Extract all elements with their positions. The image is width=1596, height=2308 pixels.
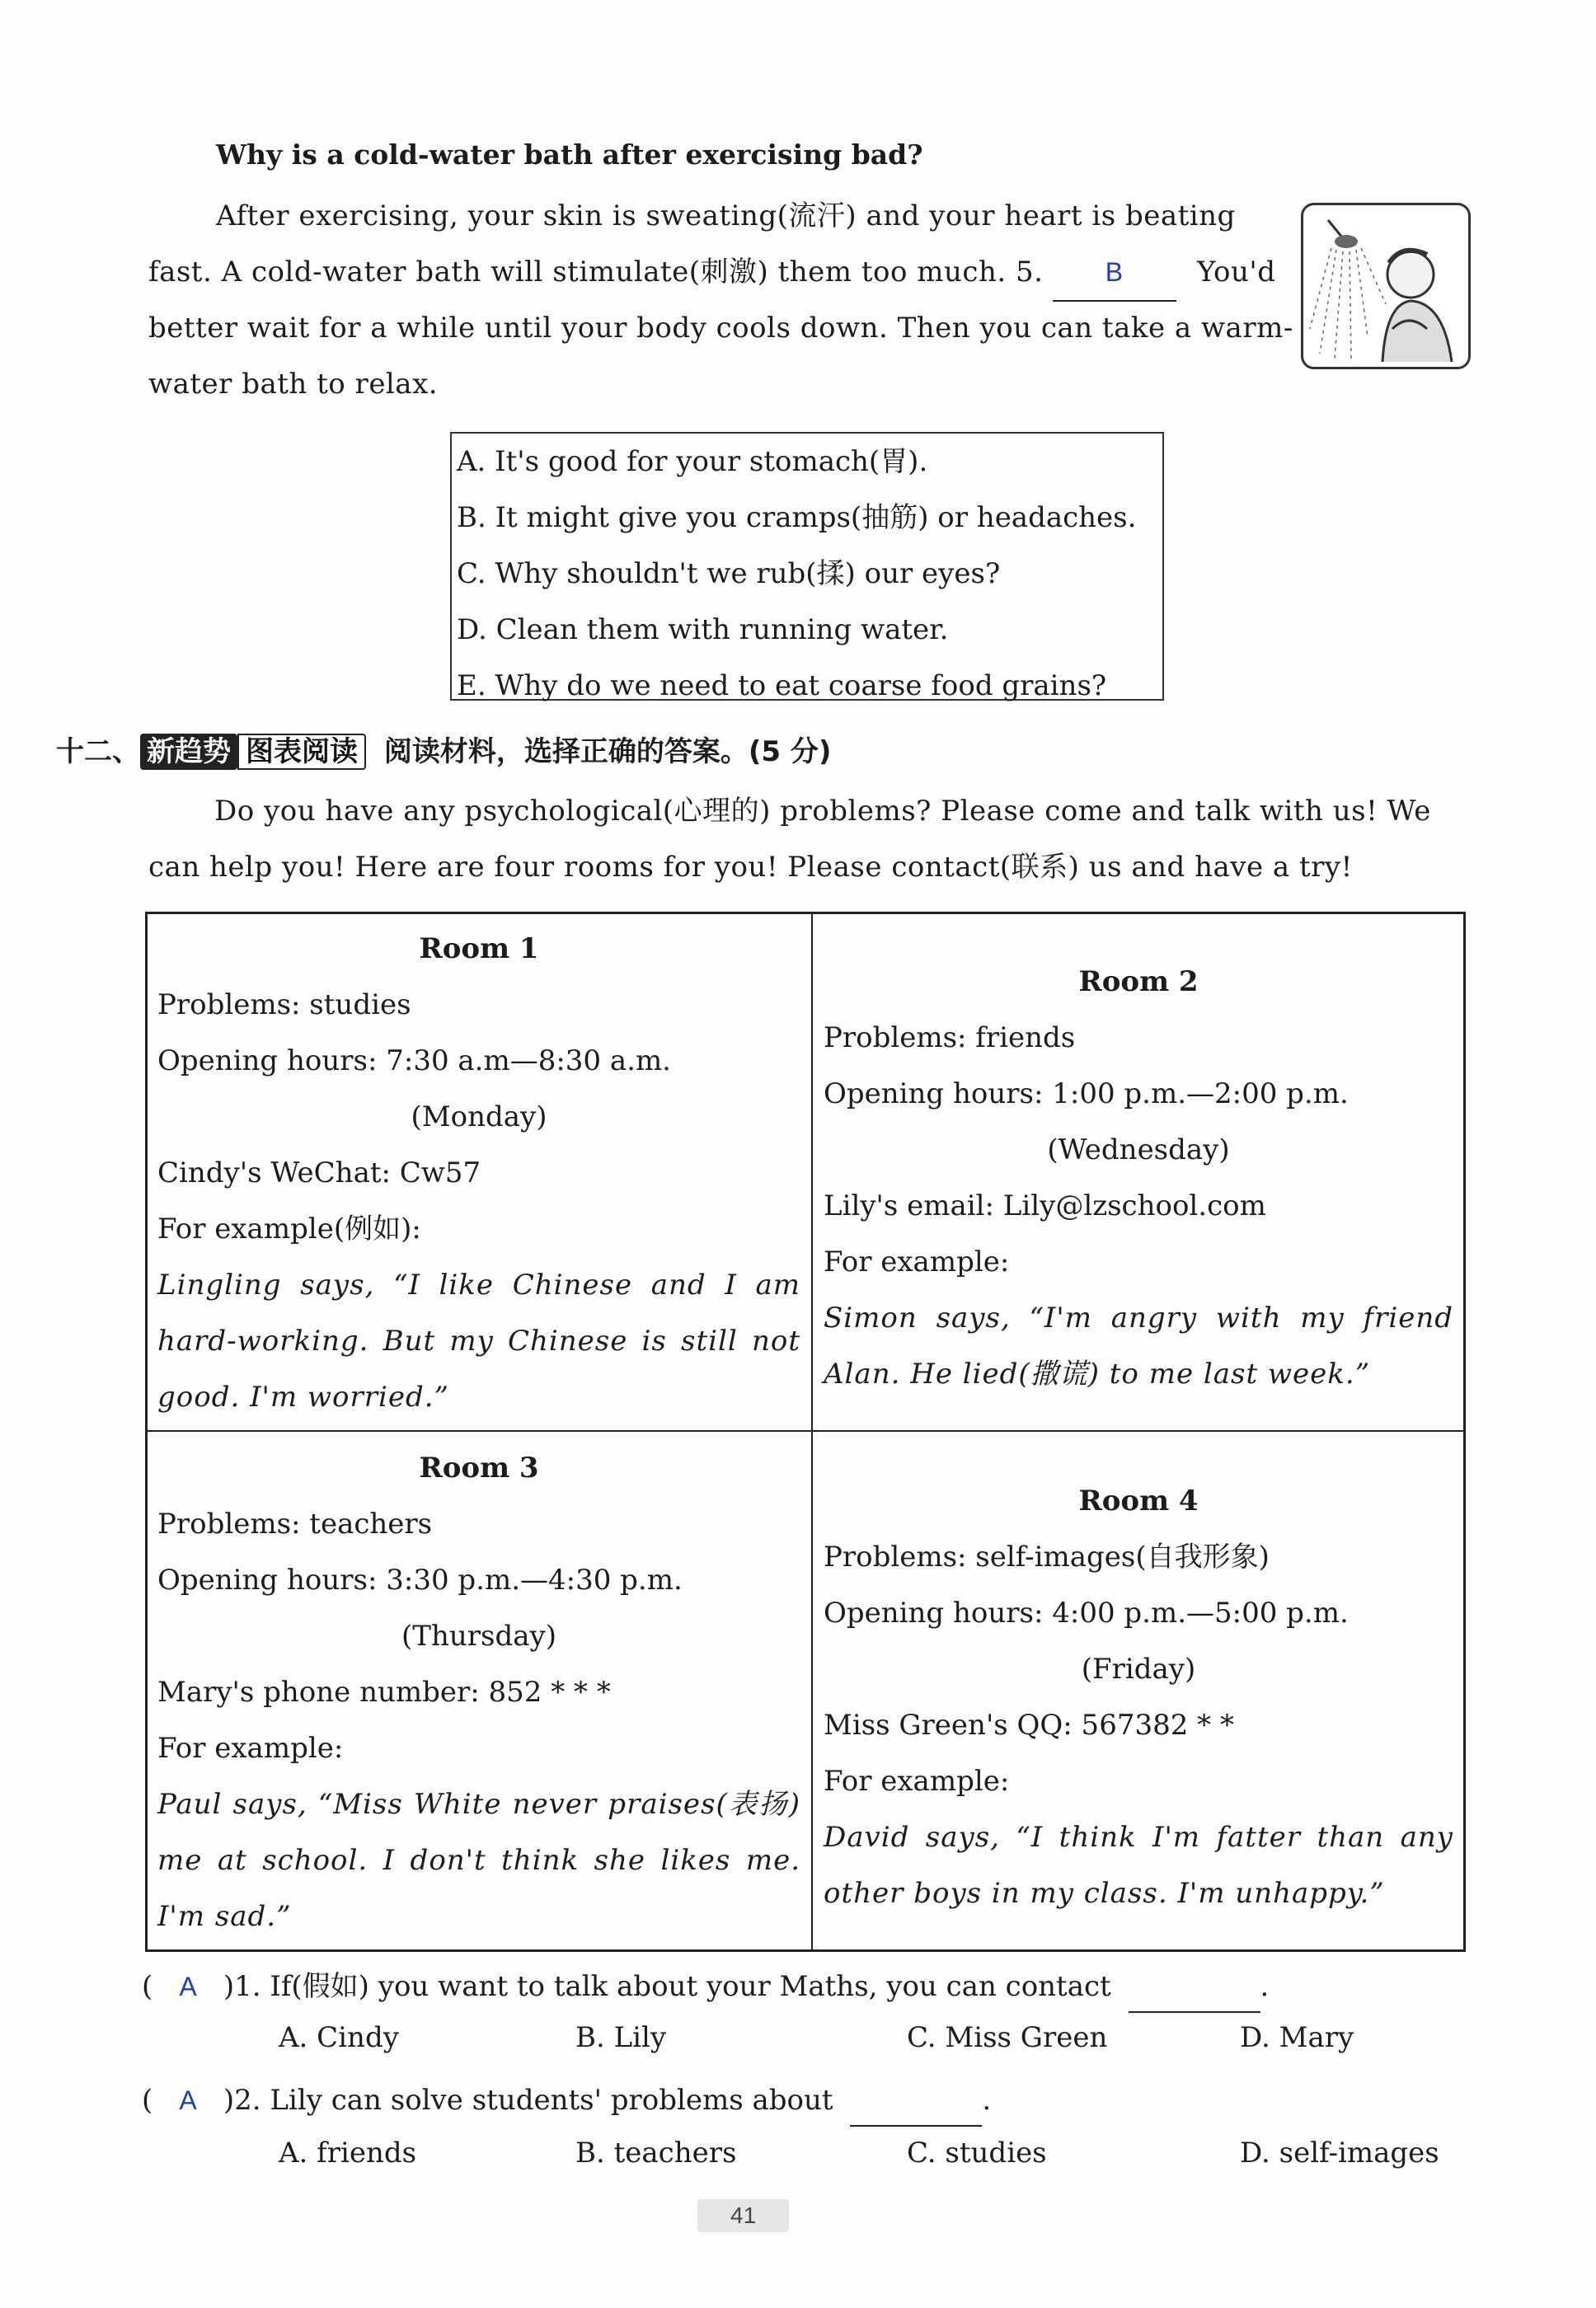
column-divider xyxy=(811,914,813,1949)
room-day: (Monday) xyxy=(411,1100,547,1133)
option-C: C. Why shouldn't we rub(揉) our eyes? xyxy=(457,557,1001,590)
question-1-answer[interactable]: A xyxy=(179,1972,197,2001)
q2-option-c[interactable]: C. studies xyxy=(907,2137,1047,2170)
room-example-label: For example: xyxy=(824,1245,1010,1278)
passage-heading: Why is a cold-water bath after exercising bad? xyxy=(216,138,923,171)
room-day: (Friday) xyxy=(1081,1653,1196,1686)
room-hours: Opening hours: 4:00 p.m.—5:00 p.m. xyxy=(824,1597,1349,1630)
row-divider xyxy=(148,1430,1463,1432)
room-example-label: For example(例如): xyxy=(157,1213,421,1245)
room-title: Room 3 xyxy=(419,1452,539,1485)
options-box xyxy=(450,432,1164,701)
question-2-blank[interactable] xyxy=(850,2076,982,2127)
room-title: Room 2 xyxy=(1078,965,1199,998)
q1-option-d[interactable]: D. Mary xyxy=(1240,2021,1354,2054)
section-heading xyxy=(56,729,831,769)
intro-line: Do you have any psychological(心理的) problems? Please come and talk with us! We xyxy=(214,795,1431,828)
option-A: A. It's good for your stomach(胃). xyxy=(457,445,928,478)
room-title: Room 4 xyxy=(1078,1485,1199,1518)
rooms-table xyxy=(145,912,1466,1952)
q2-option-a[interactable]: A. friends xyxy=(279,2137,417,2170)
shower-icon xyxy=(1303,205,1468,367)
room-example: Simon says, “I'm angry with my friend Alan. He lied(撒谎) to me last week.” xyxy=(824,1302,1453,1391)
room-example-label: For example: xyxy=(157,1732,344,1765)
passage-line xyxy=(148,244,1276,302)
answer-blank-5[interactable] xyxy=(1053,244,1176,302)
question-2: ( A )2. Lily can solve students' problems about . xyxy=(142,2076,991,2127)
chart-reading-tag: 图表阅读 xyxy=(237,734,366,770)
intro-line: can help you! Here are four rooms for you! Please contact(联系) us and have a try! xyxy=(148,851,1353,884)
section-instruction: 阅读材料，选择正确的答案。(5 分) xyxy=(383,735,832,768)
room-problems: Problems: self-images(自我形象) xyxy=(824,1541,1270,1574)
room-contact: Miss Green's QQ: 567382 * * xyxy=(824,1709,1234,1742)
room-title: Room 1 xyxy=(419,932,539,965)
room-hours: Opening hours: 1:00 p.m.—2:00 p.m. xyxy=(824,1077,1349,1110)
shower-illustration xyxy=(1301,203,1471,369)
passage-text: You'd xyxy=(1197,256,1276,288)
room-contact: Lily's email: Lily@lzschool.com xyxy=(824,1189,1266,1222)
paren-open: ( xyxy=(142,2084,153,2117)
question-2-text: )2. Lily can solve students' problems about xyxy=(223,2084,833,2117)
room-example: Lingling says, “I like Chinese and I am hard-working. But my Chinese is still not good. I'm worried.” xyxy=(157,1269,800,1414)
section-number: 十二、 xyxy=(56,735,140,768)
room-hours: Opening hours: 3:30 p.m.—4:30 p.m. xyxy=(157,1564,683,1597)
question-1-blank[interactable] xyxy=(1129,1962,1260,2013)
question-2-answer[interactable]: A xyxy=(179,2085,197,2115)
passage-text: fast. A cold-water bath will stimulate(刺激) them too much. 5. xyxy=(148,256,1044,288)
question-1-text: )1. If(假如) you want to talk about your Maths, you can contact xyxy=(223,1970,1111,2003)
room-3-cell xyxy=(157,1440,800,1944)
question-1: ( A )1. If(假如) you want to talk about your Maths, you can contact . xyxy=(142,1962,1269,2013)
room-contact: Mary's phone number: 852 * * * xyxy=(157,1676,611,1709)
room-problems: Problems: friends xyxy=(824,1021,1076,1054)
room-example-label: For example: xyxy=(824,1765,1010,1798)
room-2-cell xyxy=(824,954,1453,1402)
room-1-cell xyxy=(157,921,800,1425)
room-hours: Opening hours: 7:30 a.m—8:30 a.m. xyxy=(157,1044,671,1077)
q1-option-c[interactable]: C. Miss Green xyxy=(907,2021,1108,2054)
room-contact: Cindy's WeChat: Cw57 xyxy=(157,1156,481,1189)
room-problems: Problems: studies xyxy=(157,988,411,1021)
q1-option-b[interactable]: B. Lily xyxy=(575,2021,667,2054)
room-example: David says, “I think I'm fatter than any other boys in my class. I'm unhappy.” xyxy=(824,1821,1453,1910)
room-example: Paul says, “Miss White never praises(表扬) me at school. I don't think she likes me. I'm sad.” xyxy=(157,1788,800,1933)
passage-line: water bath to relax. xyxy=(148,368,439,401)
room-4-cell xyxy=(824,1473,1453,1921)
room-problems: Problems: teachers xyxy=(157,1508,433,1541)
trend-tag: 新趋势 xyxy=(140,734,237,770)
option-B: B. It might give you cramps(抽筋) or headaches. xyxy=(457,501,1137,534)
page-number: 41 xyxy=(697,2199,789,2232)
paren-open: ( xyxy=(142,1970,153,2003)
q2-option-d[interactable]: D. self-images xyxy=(1240,2137,1439,2170)
room-day: (Thursday) xyxy=(401,1620,556,1653)
answer-5: B xyxy=(1105,257,1124,287)
option-E: E. Why do we need to eat coarse food grains? xyxy=(457,669,1107,702)
passage-line: After exercising, your skin is sweating(流汗) and your heart is beating xyxy=(216,199,1236,232)
passage-line: better wait for a while until your body cools down. Then you can take a warm- xyxy=(148,312,1293,345)
room-day: (Wednesday) xyxy=(1047,1133,1230,1166)
q2-option-b[interactable]: B. teachers xyxy=(575,2137,737,2170)
option-D: D. Clean them with running water. xyxy=(457,613,949,646)
q1-option-a[interactable]: A. Cindy xyxy=(279,2021,399,2054)
